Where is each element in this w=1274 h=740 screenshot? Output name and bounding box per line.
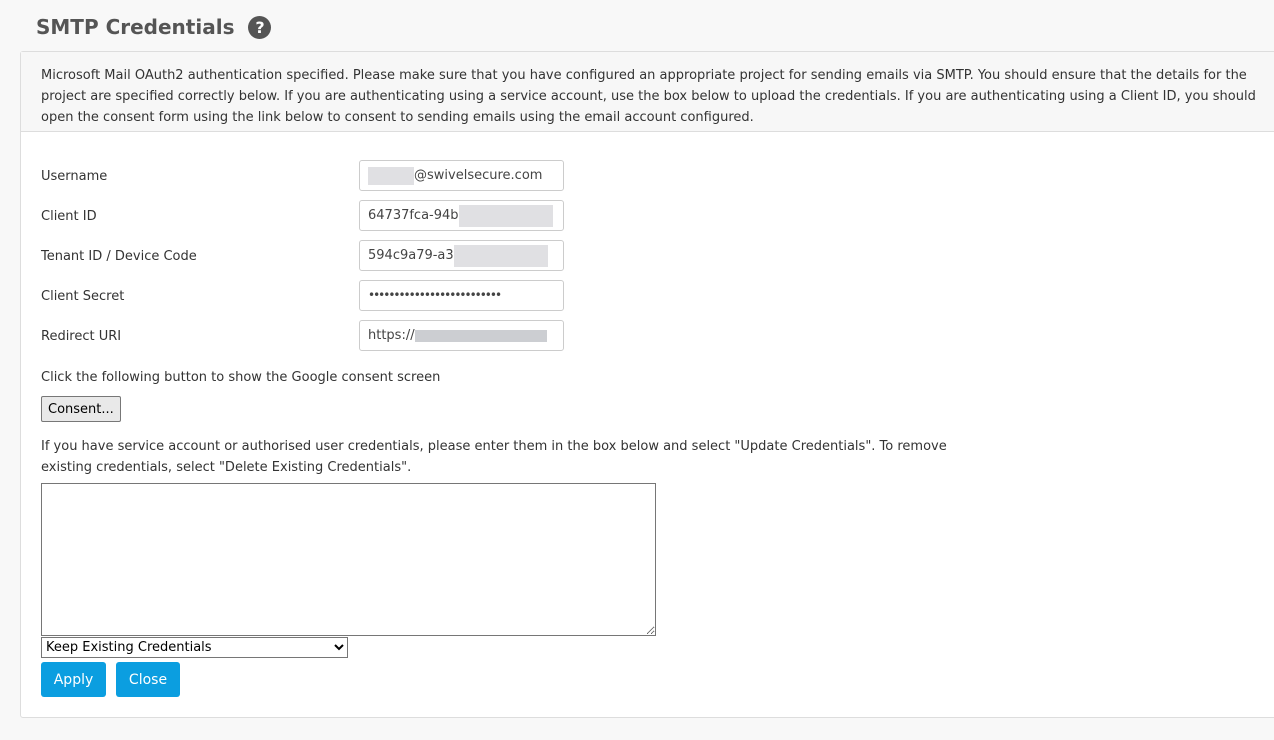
- client-secret-row: [41, 280, 601, 311]
- redacted-mask: [454, 245, 548, 267]
- username-input[interactable]: [359, 160, 564, 191]
- username-row: [41, 160, 601, 191]
- redirect-uri-label: Redirect URI: [41, 329, 122, 344]
- tenant-id-input[interactable]: [359, 240, 564, 271]
- client-secret-label: Client Secret: [41, 289, 125, 304]
- redirect-uri-value: https://: [368, 328, 415, 343]
- credentials-textarea[interactable]: [41, 483, 656, 636]
- client-id-row: [41, 200, 601, 231]
- consent-button[interactable]: Consent...: [41, 396, 121, 422]
- username-label: Username: [41, 169, 108, 184]
- help-icon[interactable]: ?: [248, 16, 271, 39]
- redirect-uri-input[interactable]: [359, 320, 564, 351]
- credentials-instructions: If you have service account or authorised user credentials, please enter them in the box below and select "Update Credentials". To remove existing credentials, select "Delete Existing Credentials".: [41, 439, 947, 475]
- client-id-value: 64737fca-94b: [368, 208, 459, 223]
- client-id-label: Client ID: [41, 209, 97, 224]
- info-message: Microsoft Mail OAuth2 authentication specified. Please make sure that you have configured an appropriate project for sending emails via SMTP. You should ensure that the details for the project are specified correctly below. If you are authenticating using a service account, use the box below to upload the credentials. If you are authenticating using a Client ID, you should open the consent form using the link below to consent to sending emails using the email account configured.: [21, 52, 1274, 132]
- credentials-action-select[interactable]: [41, 637, 348, 658]
- title-text: SMTP Credentials: [36, 15, 235, 39]
- close-button[interactable]: Close: [116, 662, 180, 697]
- client-secret-input[interactable]: ••••••••••••••••••••••••••: [359, 280, 564, 311]
- page-title: [36, 15, 271, 39]
- apply-button[interactable]: Apply: [41, 662, 106, 697]
- redacted-mask: [368, 167, 414, 185]
- redacted-mask: [415, 330, 547, 342]
- tenant-id-label: Tenant ID / Device Code: [41, 249, 197, 264]
- client-id-input[interactable]: [359, 200, 564, 231]
- redacted-mask: [459, 205, 553, 227]
- tenant-id-value: 594c9a79-a3: [368, 248, 454, 263]
- tenant-id-row: [41, 240, 601, 271]
- redirect-uri-row: [41, 320, 601, 351]
- username-value: @swivelsecure.com: [414, 168, 543, 183]
- consent-instructions: Click the following button to show the Google consent screen: [41, 370, 441, 385]
- smtp-credentials-panel: [20, 51, 1274, 718]
